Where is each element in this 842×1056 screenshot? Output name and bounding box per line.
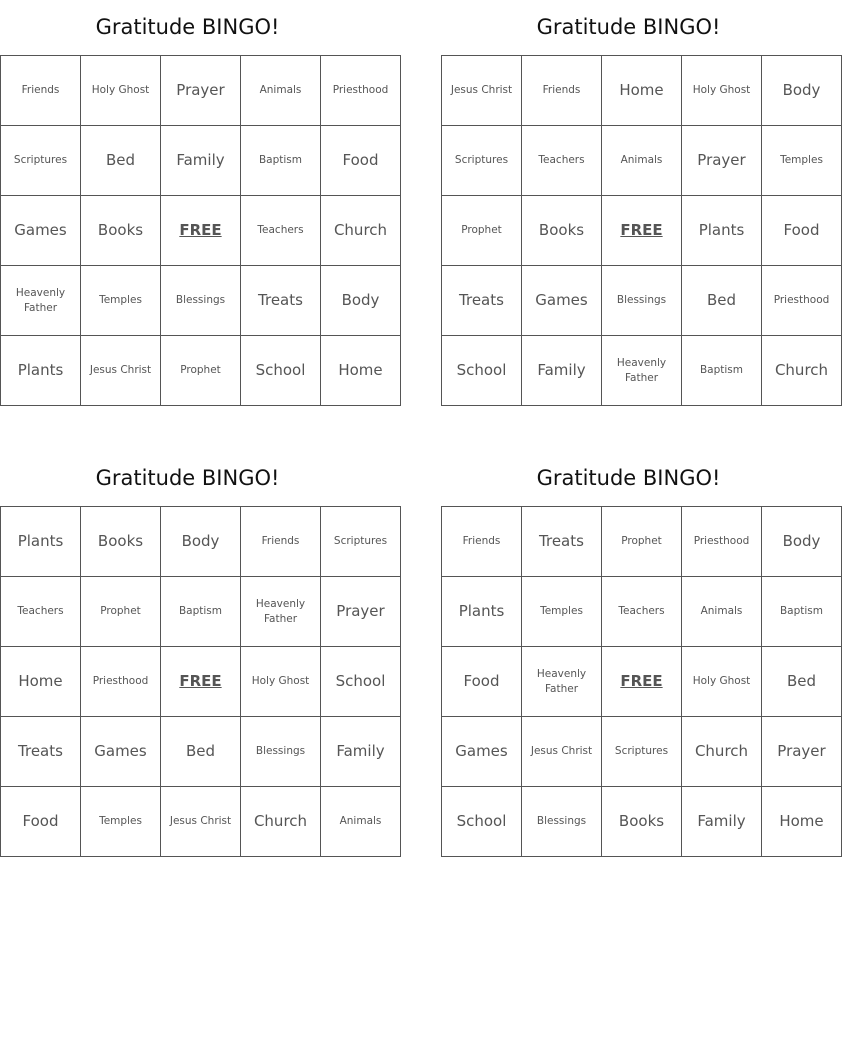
bingo-row	[442, 56, 842, 126]
bingo-cell: Food	[1, 787, 81, 857]
bingo-row	[442, 507, 842, 577]
bingo-cell: Food	[442, 647, 522, 717]
bingo-grid	[441, 506, 842, 857]
bingo-cell: Books	[602, 787, 682, 857]
bingo-cell: Baptism	[241, 126, 321, 196]
bingo-row	[442, 787, 842, 857]
bingo-cell: Animals	[682, 577, 762, 647]
bingo-cell: Home	[321, 336, 401, 406]
bingo-cell: Teachers	[602, 577, 682, 647]
bingo-cell: Friends	[1, 56, 81, 126]
bingo-cell: Bed	[762, 647, 842, 717]
bingo-cell: Scriptures	[442, 126, 522, 196]
bingo-cell: Games	[81, 717, 161, 787]
bingo-cell: Food	[762, 196, 842, 266]
bingo-cell: Home	[602, 56, 682, 126]
bingo-row	[1, 56, 401, 126]
bingo-cell: Books	[81, 507, 161, 577]
bingo-cell: Games	[1, 196, 81, 266]
bingo-cell: Friends	[241, 507, 321, 577]
bingo-cell: Baptism	[161, 577, 241, 647]
bingo-cell: Family	[161, 126, 241, 196]
bingo-cell: Church	[321, 196, 401, 266]
bingo-card-3	[0, 451, 388, 857]
bingo-row	[442, 717, 842, 787]
bingo-cell: Temples	[81, 787, 161, 857]
bingo-cell: Plants	[1, 336, 81, 406]
bingo-cell: Church	[762, 336, 842, 406]
bingo-cell: Prophet	[81, 577, 161, 647]
bingo-cell: Animals	[241, 56, 321, 126]
bingo-row	[442, 266, 842, 336]
bingo-cell: Treats	[522, 507, 602, 577]
bingo-cell: Family	[682, 787, 762, 857]
bingo-cell: Heavenly Father	[522, 647, 602, 717]
bingo-cell: Baptism	[682, 336, 762, 406]
free-space: FREE	[161, 196, 241, 266]
bingo-row	[442, 126, 842, 196]
bingo-cell: Priesthood	[682, 507, 762, 577]
bingo-cell: Scriptures	[1, 126, 81, 196]
bingo-row	[1, 507, 401, 577]
bingo-cell: School	[241, 336, 321, 406]
card-title: Gratitude BINGO!	[95, 466, 280, 490]
bingo-cell: Prophet	[442, 196, 522, 266]
bingo-cell: Temples	[522, 577, 602, 647]
bingo-cell: Books	[81, 196, 161, 266]
bingo-grid	[0, 506, 401, 857]
bingo-cell: Jesus Christ	[161, 787, 241, 857]
bingo-cell: Scriptures	[321, 507, 401, 577]
bingo-cell: Body	[321, 266, 401, 336]
bingo-cell: Family	[321, 717, 401, 787]
bingo-cell: Jesus Christ	[81, 336, 161, 406]
free-space: FREE	[602, 196, 682, 266]
bingo-cell: Prayer	[682, 126, 762, 196]
bingo-cell: Food	[321, 126, 401, 196]
bingo-cell: School	[442, 787, 522, 857]
bingo-row	[1, 577, 401, 647]
bingo-cell: Church	[682, 717, 762, 787]
bingo-cell: Books	[522, 196, 602, 266]
bingo-row	[1, 196, 401, 266]
bingo-cell: Heavenly Father	[241, 577, 321, 647]
bingo-row	[1, 126, 401, 196]
bingo-row	[1, 787, 401, 857]
bingo-row	[442, 196, 842, 266]
bingo-cell: Prayer	[161, 56, 241, 126]
bingo-cell: School	[442, 336, 522, 406]
bingo-cell: Plants	[1, 507, 81, 577]
bingo-card-4	[441, 451, 826, 857]
bingo-card-2	[441, 0, 830, 406]
bingo-cell: Games	[522, 266, 602, 336]
card-title: Gratitude BINGO!	[536, 15, 721, 39]
card-title: Gratitude BINGO!	[95, 15, 280, 39]
bingo-cell: Prayer	[321, 577, 401, 647]
bingo-cell: Friends	[442, 507, 522, 577]
bingo-cell: Jesus Christ	[522, 717, 602, 787]
bingo-cell: Blessings	[241, 717, 321, 787]
bingo-cell: Treats	[1, 717, 81, 787]
bingo-cell: Body	[762, 507, 842, 577]
bingo-row	[1, 266, 401, 336]
bingo-cell: Prophet	[602, 507, 682, 577]
bingo-cell: Bed	[682, 266, 762, 336]
bingo-cell: Baptism	[762, 577, 842, 647]
bingo-cell: Family	[522, 336, 602, 406]
card-title: Gratitude BINGO!	[536, 466, 721, 490]
bingo-cell: Scriptures	[602, 717, 682, 787]
bingo-cell: Holy Ghost	[682, 56, 762, 126]
bingo-row	[1, 336, 401, 406]
bingo-cell: Heavenly Father	[1, 266, 81, 336]
bingo-cell: Plants	[442, 577, 522, 647]
bingo-cell: Body	[161, 507, 241, 577]
bingo-cell: Treats	[241, 266, 321, 336]
bingo-cell: Teachers	[522, 126, 602, 196]
bingo-cell: Body	[762, 56, 842, 126]
bingo-cell: Holy Ghost	[682, 647, 762, 717]
bingo-cell: Priesthood	[321, 56, 401, 126]
bingo-cell: Teachers	[241, 196, 321, 266]
bingo-cell: Temples	[81, 266, 161, 336]
bingo-cell: Teachers	[1, 577, 81, 647]
free-space: FREE	[161, 647, 241, 717]
bingo-cell: Holy Ghost	[241, 647, 321, 717]
bingo-row	[1, 717, 401, 787]
bingo-cell: Home	[1, 647, 81, 717]
bingo-cell: Plants	[682, 196, 762, 266]
bingo-cell: Animals	[602, 126, 682, 196]
bingo-cell: Treats	[442, 266, 522, 336]
bingo-cell: Animals	[321, 787, 401, 857]
bingo-cell: Prayer	[762, 717, 842, 787]
bingo-cell: Games	[442, 717, 522, 787]
bingo-grid	[0, 55, 401, 406]
free-space: FREE	[602, 647, 682, 717]
bingo-row	[442, 336, 842, 406]
bingo-row	[442, 577, 842, 647]
bingo-cell: Home	[762, 787, 842, 857]
bingo-card-1	[0, 0, 389, 406]
bingo-cell: Holy Ghost	[81, 56, 161, 126]
bingo-cell: Jesus Christ	[442, 56, 522, 126]
bingo-cell: Blessings	[161, 266, 241, 336]
bingo-cell: Blessings	[602, 266, 682, 336]
bingo-cell: Church	[241, 787, 321, 857]
bingo-cell: School	[321, 647, 401, 717]
bingo-cell: Blessings	[522, 787, 602, 857]
bingo-cell: Bed	[81, 126, 161, 196]
bingo-row	[442, 647, 842, 717]
bingo-cell: Bed	[161, 717, 241, 787]
bingo-cell: Friends	[522, 56, 602, 126]
bingo-cell: Prophet	[161, 336, 241, 406]
bingo-cell: Priesthood	[81, 647, 161, 717]
bingo-row	[1, 647, 401, 717]
bingo-grid	[441, 55, 842, 406]
bingo-cell: Priesthood	[762, 266, 842, 336]
bingo-cell: Heavenly Father	[602, 336, 682, 406]
bingo-cell: Temples	[762, 126, 842, 196]
